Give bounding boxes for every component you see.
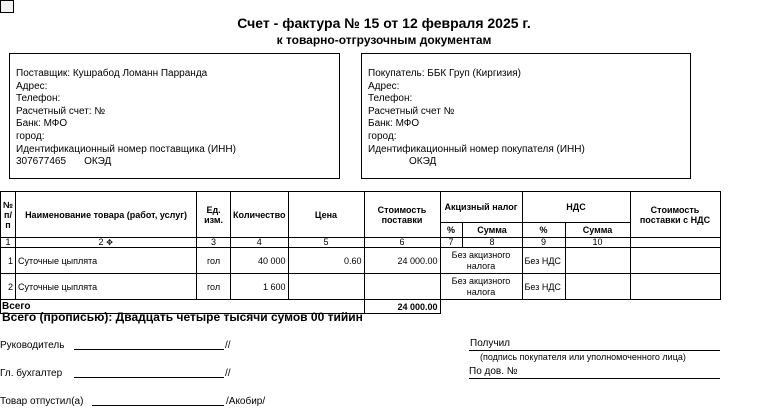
buyer-inn-label: Идентификационный номер покупателя (ИНН) xyxy=(368,143,585,155)
released-name: /Акобир/ xyxy=(226,396,266,407)
header-name: Наименование товара (работ, услуг) xyxy=(16,192,197,238)
row-total[interactable] xyxy=(630,248,720,274)
row-price[interactable]: 0.60 xyxy=(288,248,364,274)
header-total: Стоимость поставки с НДС xyxy=(630,192,720,238)
supplier-city: город: xyxy=(16,130,45,142)
received-note: (подпись покупателя или уполномоченного лица) xyxy=(480,352,686,362)
row-cost[interactable] xyxy=(364,274,440,300)
header-cost: Стоимость поставки xyxy=(364,192,440,238)
proxy-label: По дов. № xyxy=(469,366,518,377)
header-no: № п/п xyxy=(1,192,16,238)
total-label: Всего xyxy=(1,300,365,314)
received-label: Получил xyxy=(470,338,510,349)
col-number xyxy=(630,238,720,248)
header-excise-sum: Сумма xyxy=(462,223,522,238)
buyer-block xyxy=(361,53,691,179)
buyer-inn-row xyxy=(368,156,690,169)
col-number: 5 xyxy=(288,238,364,248)
row-name[interactable]: Суточные цыплята xyxy=(16,248,197,274)
table-row xyxy=(1,248,721,274)
buyer-account: Расчетный счет № xyxy=(368,105,455,117)
col-number: 8 xyxy=(462,238,522,248)
buyer-okad: ОКЭД xyxy=(409,156,437,168)
received-signature-line[interactable] xyxy=(469,350,720,351)
row-vat-sum[interactable] xyxy=(565,248,630,274)
col-number: 9 xyxy=(522,238,565,248)
supplier-name: Поставщик: Кушрабод Ломанн Парранда xyxy=(16,68,208,79)
row-cost[interactable]: 24 000.00 xyxy=(364,248,440,274)
row-name[interactable]: Суточные цыплята xyxy=(16,274,197,300)
invoice-subtitle: к товарно-отгрузочным документам xyxy=(276,33,492,47)
row-unit[interactable]: гол xyxy=(197,248,231,274)
row-vat-pct[interactable]: Без НДС xyxy=(522,274,565,300)
header-vat-pct: % xyxy=(522,223,565,238)
row-no[interactable]: 1 xyxy=(1,248,16,274)
row-total[interactable] xyxy=(630,274,720,300)
buyer-bank: Банк: МФО xyxy=(368,118,420,130)
col-number: 1 xyxy=(1,238,16,248)
supplier-okad: ОКЭД xyxy=(84,156,112,168)
accountant-label: Гл. бухгалтер xyxy=(0,368,63,379)
header-qty: Количество xyxy=(231,192,288,238)
accountant-slashes: // xyxy=(225,368,231,379)
header-unit: Ед. изм. xyxy=(197,192,231,238)
row-no[interactable]: 2 xyxy=(1,274,16,300)
col-number: 10 xyxy=(565,238,630,248)
supplier-inn-label: Идентификационный номер поставщика (ИНН) xyxy=(16,143,236,155)
buyer-name: Покупатель: ББК Груп (Киргизия) xyxy=(368,68,521,79)
col-number: 6 xyxy=(364,238,440,248)
row-qty[interactable]: 40 000 xyxy=(231,248,288,274)
row-price[interactable] xyxy=(288,274,364,300)
head-label: Руководитель xyxy=(0,340,65,351)
row-qty[interactable]: 1 600 xyxy=(231,274,288,300)
buyer-city: город: xyxy=(368,130,397,142)
table-row xyxy=(1,274,721,300)
head-slashes: // xyxy=(225,340,231,351)
amount-in-words: Всего (прописью): Двадцать четыре тысячи сумов 00 тийин xyxy=(2,310,363,324)
supplier-bank: Банк: МФО xyxy=(16,118,68,130)
header-vat-sum: Сумма xyxy=(565,223,630,238)
header-vat: НДС xyxy=(522,192,630,223)
header-excise-pct: % xyxy=(440,223,462,238)
col-number: 2 ✥ xyxy=(16,238,197,248)
row-vat-pct[interactable]: Без НДС xyxy=(522,248,565,274)
sheet-corner[interactable] xyxy=(0,0,14,13)
supplier-inn-value: 307677465 xyxy=(16,156,67,168)
col-number: 7 xyxy=(440,238,462,248)
supplier-phone: Телефон: xyxy=(16,93,61,105)
released-label: Товар отпустил(а) xyxy=(0,396,84,407)
supplier-account: Расчетный счет: № xyxy=(16,105,106,117)
cursor-icon: ✥ xyxy=(106,238,113,248)
header-excise: Акцизный налог xyxy=(440,192,522,223)
header-price: Цена xyxy=(288,192,364,238)
col-number: 4 xyxy=(231,238,288,248)
row-unit[interactable]: гол xyxy=(197,274,231,300)
total-value[interactable]: 24 000.00 xyxy=(364,300,440,314)
row-excise[interactable]: Без акцизного налога xyxy=(440,248,522,274)
released-signature-line[interactable] xyxy=(92,405,224,406)
supplier-inn-row xyxy=(16,156,339,169)
accountant-signature-line[interactable] xyxy=(74,377,224,378)
supplier-address: Адрес: xyxy=(16,80,48,92)
col-number: 3 xyxy=(197,238,231,248)
buyer-phone: Телефон: xyxy=(368,93,413,105)
buyer-address: Адрес: xyxy=(368,80,400,92)
row-vat-sum[interactable] xyxy=(565,274,630,300)
head-signature-line[interactable] xyxy=(74,349,224,350)
supplier-block xyxy=(9,53,340,179)
invoice-title: Счет - фактура № 15 от 12 февраля 2025 г. xyxy=(237,15,531,31)
row-excise[interactable]: Без акцизного налога xyxy=(440,274,522,300)
invoice-table xyxy=(0,191,721,314)
proxy-line[interactable] xyxy=(469,378,720,379)
